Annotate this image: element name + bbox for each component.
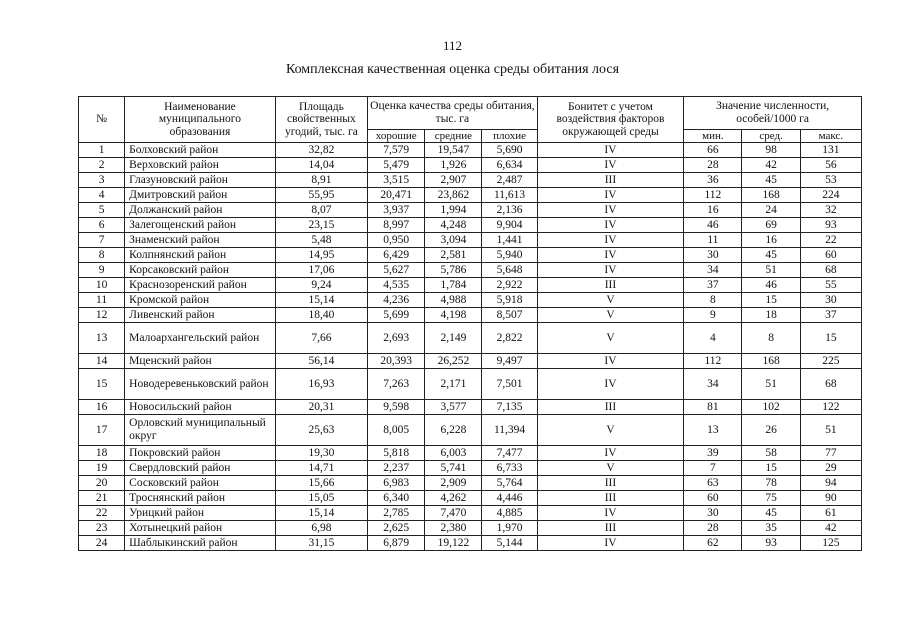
- cell-min: 4: [684, 323, 742, 354]
- cell-good: 2,237: [368, 461, 425, 476]
- cell-municipality: Свердловский район: [125, 461, 276, 476]
- cell-min: 28: [684, 521, 742, 536]
- cell-bonitet: IV: [537, 536, 684, 551]
- cell-good: 7,263: [368, 369, 425, 400]
- cell-max: 56: [800, 158, 861, 173]
- cell-mid: 15: [742, 461, 800, 476]
- table-row: [79, 308, 862, 323]
- cell-number: 18: [79, 446, 125, 461]
- cell-medium: 2,171: [425, 369, 482, 400]
- cell-municipality: Малоархангельский район: [125, 323, 276, 354]
- cell-bonitet: IV: [537, 203, 684, 218]
- cell-bonitet: V: [537, 293, 684, 308]
- cell-municipality: Новодеревеньковский район: [125, 369, 276, 400]
- cell-good: 6,983: [368, 476, 425, 491]
- cell-good: 6,429: [368, 248, 425, 263]
- header-area: Площадь свойственных угодий, тыс. га: [275, 97, 367, 143]
- cell-area: 15,14: [275, 293, 367, 308]
- cell-area: 20,31: [275, 400, 367, 415]
- cell-area: 16,93: [275, 369, 367, 400]
- cell-min: 34: [684, 369, 742, 400]
- cell-bonitet: III: [537, 491, 684, 506]
- cell-area: 9,24: [275, 278, 367, 293]
- cell-mid: 51: [742, 263, 800, 278]
- cell-number: 9: [79, 263, 125, 278]
- cell-max: 131: [800, 143, 861, 158]
- cell-number: 24: [79, 536, 125, 551]
- cell-medium: 26,252: [425, 354, 482, 369]
- cell-medium: 2,581: [425, 248, 482, 263]
- cell-mid: 78: [742, 476, 800, 491]
- cell-max: 93: [800, 218, 861, 233]
- cell-bad: 5,144: [482, 536, 537, 551]
- cell-mid: 58: [742, 446, 800, 461]
- cell-bonitet: V: [537, 323, 684, 354]
- cell-number: 19: [79, 461, 125, 476]
- table-row: [79, 461, 862, 476]
- cell-medium: 2,907: [425, 173, 482, 188]
- cell-municipality: Урицкий район: [125, 506, 276, 521]
- table-row: [79, 293, 862, 308]
- cell-medium: 1,784: [425, 278, 482, 293]
- cell-number: 13: [79, 323, 125, 354]
- cell-area: 32,82: [275, 143, 367, 158]
- cell-municipality: Верховский район: [125, 158, 276, 173]
- cell-bonitet: III: [537, 400, 684, 415]
- cell-min: 28: [684, 158, 742, 173]
- cell-min: 16: [684, 203, 742, 218]
- cell-medium: 4,198: [425, 308, 482, 323]
- cell-municipality: Сосковский район: [125, 476, 276, 491]
- cell-max: 51: [800, 415, 861, 446]
- cell-municipality: Залегощенский район: [125, 218, 276, 233]
- cell-medium: 2,909: [425, 476, 482, 491]
- cell-min: 112: [684, 188, 742, 203]
- cell-area: 55,95: [275, 188, 367, 203]
- cell-good: 6,879: [368, 536, 425, 551]
- cell-min: 37: [684, 278, 742, 293]
- cell-municipality: Знаменский район: [125, 233, 276, 248]
- cell-number: 22: [79, 506, 125, 521]
- table-row: [79, 158, 862, 173]
- cell-number: 4: [79, 188, 125, 203]
- cell-mid: 45: [742, 506, 800, 521]
- table-row: [79, 173, 862, 188]
- cell-max: 60: [800, 248, 861, 263]
- table-row: [79, 188, 862, 203]
- cell-mid: 45: [742, 248, 800, 263]
- cell-bad: 7,501: [482, 369, 537, 400]
- cell-max: 77: [800, 446, 861, 461]
- cell-max: 68: [800, 369, 861, 400]
- cell-good: 2,785: [368, 506, 425, 521]
- cell-mid: 26: [742, 415, 800, 446]
- table-row: [79, 278, 862, 293]
- cell-number: 7: [79, 233, 125, 248]
- cell-bad: 5,648: [482, 263, 537, 278]
- cell-bonitet: IV: [537, 158, 684, 173]
- cell-bonitet: IV: [537, 506, 684, 521]
- cell-number: 12: [79, 308, 125, 323]
- document-title: Комплексная качественная оценка среды обитания лося: [285, 62, 620, 77]
- table-row: [79, 218, 862, 233]
- cell-bad: 1,441: [482, 233, 537, 248]
- table-row: [79, 203, 862, 218]
- table-row: [79, 233, 862, 248]
- cell-good: 7,579: [368, 143, 425, 158]
- cell-max: 68: [800, 263, 861, 278]
- cell-area: 25,63: [275, 415, 367, 446]
- cell-medium: 4,248: [425, 218, 482, 233]
- cell-bad: 2,136: [482, 203, 537, 218]
- cell-bonitet: IV: [537, 233, 684, 248]
- cell-good: 5,818: [368, 446, 425, 461]
- cell-bonitet: IV: [537, 354, 684, 369]
- cell-good: 5,699: [368, 308, 425, 323]
- cell-number: 6: [79, 218, 125, 233]
- cell-medium: 3,094: [425, 233, 482, 248]
- cell-max: 37: [800, 308, 861, 323]
- cell-area: 23,15: [275, 218, 367, 233]
- cell-bonitet: V: [537, 308, 684, 323]
- cell-bonitet: IV: [537, 188, 684, 203]
- cell-mid: 42: [742, 158, 800, 173]
- cell-area: 31,15: [275, 536, 367, 551]
- header-bonitet: Бонитет с учетом воздействия факторов окружающей среды: [537, 97, 684, 143]
- cell-bad: 2,922: [482, 278, 537, 293]
- header-max: макс.: [800, 130, 861, 143]
- cell-area: 8,91: [275, 173, 367, 188]
- cell-municipality: Болховский район: [125, 143, 276, 158]
- cell-min: 36: [684, 173, 742, 188]
- cell-good: 4,535: [368, 278, 425, 293]
- cell-max: 122: [800, 400, 861, 415]
- cell-good: 9,598: [368, 400, 425, 415]
- cell-good: 8,005: [368, 415, 425, 446]
- table-row: [79, 506, 862, 521]
- cell-bad: 1,970: [482, 521, 537, 536]
- cell-mid: 8: [742, 323, 800, 354]
- cell-municipality: Кромской район: [125, 293, 276, 308]
- cell-mid: 102: [742, 400, 800, 415]
- cell-municipality: Троснянский район: [125, 491, 276, 506]
- cell-good: 2,625: [368, 521, 425, 536]
- cell-medium: 6,003: [425, 446, 482, 461]
- cell-good: 3,937: [368, 203, 425, 218]
- cell-bonitet: III: [537, 173, 684, 188]
- cell-mid: 93: [742, 536, 800, 551]
- cell-mid: 35: [742, 521, 800, 536]
- cell-municipality: Должанский район: [125, 203, 276, 218]
- cell-area: 15,66: [275, 476, 367, 491]
- cell-medium: 3,577: [425, 400, 482, 415]
- cell-area: 5,48: [275, 233, 367, 248]
- table-row: [79, 415, 862, 446]
- cell-min: 9: [684, 308, 742, 323]
- header-habitat-quality: Оценка качества среды обитания, тыс. га: [368, 97, 538, 130]
- cell-mid: 51: [742, 369, 800, 400]
- cell-bonitet: IV: [537, 248, 684, 263]
- table-row: [79, 248, 862, 263]
- table-row: [79, 400, 862, 415]
- cell-min: 13: [684, 415, 742, 446]
- table-row: [79, 263, 862, 278]
- cell-min: 34: [684, 263, 742, 278]
- cell-mid: 15: [742, 293, 800, 308]
- cell-area: 17,06: [275, 263, 367, 278]
- table-row: [79, 521, 862, 536]
- cell-good: 20,471: [368, 188, 425, 203]
- cell-min: 62: [684, 536, 742, 551]
- cell-bonitet: IV: [537, 263, 684, 278]
- cell-min: 8: [684, 293, 742, 308]
- cell-number: 14: [79, 354, 125, 369]
- cell-max: 30: [800, 293, 861, 308]
- table-row: [79, 536, 862, 551]
- cell-area: 14,71: [275, 461, 367, 476]
- page-number: 112: [442, 38, 463, 53]
- cell-max: 94: [800, 476, 861, 491]
- cell-mid: 168: [742, 188, 800, 203]
- cell-max: 42: [800, 521, 861, 536]
- cell-number: 15: [79, 369, 125, 400]
- cell-min: 81: [684, 400, 742, 415]
- cell-municipality: Покровский район: [125, 446, 276, 461]
- cell-municipality: Дмитровский район: [125, 188, 276, 203]
- cell-bad: 9,904: [482, 218, 537, 233]
- table-row: [79, 143, 862, 158]
- cell-medium: 7,470: [425, 506, 482, 521]
- cell-bonitet: IV: [537, 218, 684, 233]
- cell-bad: 4,885: [482, 506, 537, 521]
- cell-number: 10: [79, 278, 125, 293]
- cell-min: 66: [684, 143, 742, 158]
- cell-max: 125: [800, 536, 861, 551]
- cell-number: 1: [79, 143, 125, 158]
- cell-bad: 2,822: [482, 323, 537, 354]
- cell-number: 11: [79, 293, 125, 308]
- cell-medium: 4,988: [425, 293, 482, 308]
- cell-area: 14,04: [275, 158, 367, 173]
- cell-municipality: Корсаковский район: [125, 263, 276, 278]
- cell-medium: 23,862: [425, 188, 482, 203]
- cell-municipality: Ливенский район: [125, 308, 276, 323]
- cell-number: 3: [79, 173, 125, 188]
- cell-number: 5: [79, 203, 125, 218]
- header-medium: средние: [425, 130, 482, 143]
- table-row: [79, 476, 862, 491]
- cell-municipality: Краснозоренский район: [125, 278, 276, 293]
- cell-good: 5,627: [368, 263, 425, 278]
- header-density: Значение численности, особей/1000 га: [684, 97, 862, 130]
- cell-bad: 5,940: [482, 248, 537, 263]
- cell-number: 21: [79, 491, 125, 506]
- cell-bonitet: V: [537, 461, 684, 476]
- cell-mid: 16: [742, 233, 800, 248]
- cell-max: 53: [800, 173, 861, 188]
- cell-number: 20: [79, 476, 125, 491]
- header-municipality: Наименование муниципального образования: [125, 97, 276, 143]
- cell-municipality: Шаблыкинский район: [125, 536, 276, 551]
- cell-bad: 7,477: [482, 446, 537, 461]
- cell-good: 6,340: [368, 491, 425, 506]
- cell-mid: 45: [742, 173, 800, 188]
- cell-max: 15: [800, 323, 861, 354]
- cell-bad: 7,135: [482, 400, 537, 415]
- cell-mid: 46: [742, 278, 800, 293]
- cell-bonitet: IV: [537, 143, 684, 158]
- cell-mid: 24: [742, 203, 800, 218]
- cell-min: 7: [684, 461, 742, 476]
- cell-municipality: Новосильский район: [125, 400, 276, 415]
- cell-bad: 5,690: [482, 143, 537, 158]
- habitat-assessment-table: [78, 96, 862, 551]
- cell-min: 112: [684, 354, 742, 369]
- cell-min: 63: [684, 476, 742, 491]
- cell-bad: 6,634: [482, 158, 537, 173]
- cell-medium: 19,122: [425, 536, 482, 551]
- cell-good: 0,950: [368, 233, 425, 248]
- cell-bad: 2,487: [482, 173, 537, 188]
- cell-municipality: Орловский муниципальный округ: [125, 415, 276, 446]
- cell-medium: 1,994: [425, 203, 482, 218]
- header-mid: сред.: [742, 130, 800, 143]
- cell-medium: 5,741: [425, 461, 482, 476]
- cell-mid: 98: [742, 143, 800, 158]
- table-row: [79, 323, 862, 354]
- cell-min: 46: [684, 218, 742, 233]
- cell-bad: 5,764: [482, 476, 537, 491]
- cell-number: 16: [79, 400, 125, 415]
- header-min: мин.: [684, 130, 742, 143]
- table-row: [79, 354, 862, 369]
- cell-good: 20,393: [368, 354, 425, 369]
- cell-area: 6,98: [275, 521, 367, 536]
- header-bad: плохие: [482, 130, 537, 143]
- cell-good: 8,997: [368, 218, 425, 233]
- cell-bonitet: IV: [537, 369, 684, 400]
- cell-municipality: Мценский район: [125, 354, 276, 369]
- cell-max: 61: [800, 506, 861, 521]
- cell-number: 8: [79, 248, 125, 263]
- cell-good: 4,236: [368, 293, 425, 308]
- cell-area: 8,07: [275, 203, 367, 218]
- cell-medium: 19,547: [425, 143, 482, 158]
- cell-medium: 6,228: [425, 415, 482, 446]
- cell-good: 3,515: [368, 173, 425, 188]
- cell-medium: 2,149: [425, 323, 482, 354]
- cell-area: 7,66: [275, 323, 367, 354]
- cell-min: 30: [684, 506, 742, 521]
- cell-bad: 6,733: [482, 461, 537, 476]
- cell-number: 17: [79, 415, 125, 446]
- table-row: [79, 446, 862, 461]
- cell-max: 22: [800, 233, 861, 248]
- table-row: [79, 491, 862, 506]
- cell-mid: 75: [742, 491, 800, 506]
- cell-municipality: Хотынецкий район: [125, 521, 276, 536]
- cell-area: 19,30: [275, 446, 367, 461]
- cell-good: 5,479: [368, 158, 425, 173]
- header-number: №: [79, 97, 125, 143]
- table-body: [79, 143, 862, 551]
- cell-number: 23: [79, 521, 125, 536]
- cell-number: 2: [79, 158, 125, 173]
- cell-min: 39: [684, 446, 742, 461]
- cell-area: 14,95: [275, 248, 367, 263]
- cell-bad: 11,613: [482, 188, 537, 203]
- cell-bonitet: IV: [537, 446, 684, 461]
- cell-min: 11: [684, 233, 742, 248]
- cell-mid: 18: [742, 308, 800, 323]
- cell-area: 15,05: [275, 491, 367, 506]
- cell-good: 2,693: [368, 323, 425, 354]
- cell-max: 224: [800, 188, 861, 203]
- cell-municipality: Колпнянский район: [125, 248, 276, 263]
- cell-max: 29: [800, 461, 861, 476]
- cell-municipality: Глазуновский район: [125, 173, 276, 188]
- cell-mid: 69: [742, 218, 800, 233]
- cell-max: 90: [800, 491, 861, 506]
- cell-medium: 2,380: [425, 521, 482, 536]
- cell-bad: 8,507: [482, 308, 537, 323]
- cell-min: 60: [684, 491, 742, 506]
- cell-max: 32: [800, 203, 861, 218]
- cell-medium: 4,262: [425, 491, 482, 506]
- cell-bad: 11,394: [482, 415, 537, 446]
- cell-bad: 4,446: [482, 491, 537, 506]
- cell-medium: 5,786: [425, 263, 482, 278]
- cell-area: 56,14: [275, 354, 367, 369]
- cell-bad: 5,918: [482, 293, 537, 308]
- cell-area: 15,14: [275, 506, 367, 521]
- cell-bonitet: V: [537, 415, 684, 446]
- cell-min: 30: [684, 248, 742, 263]
- table-row: [79, 369, 862, 400]
- header-good: хорошие: [368, 130, 425, 143]
- cell-medium: 1,926: [425, 158, 482, 173]
- cell-max: 225: [800, 354, 861, 369]
- cell-bad: 9,497: [482, 354, 537, 369]
- cell-bonitet: III: [537, 278, 684, 293]
- cell-bonitet: III: [537, 521, 684, 536]
- cell-area: 18,40: [275, 308, 367, 323]
- cell-mid: 168: [742, 354, 800, 369]
- cell-bonitet: III: [537, 476, 684, 491]
- cell-max: 55: [800, 278, 861, 293]
